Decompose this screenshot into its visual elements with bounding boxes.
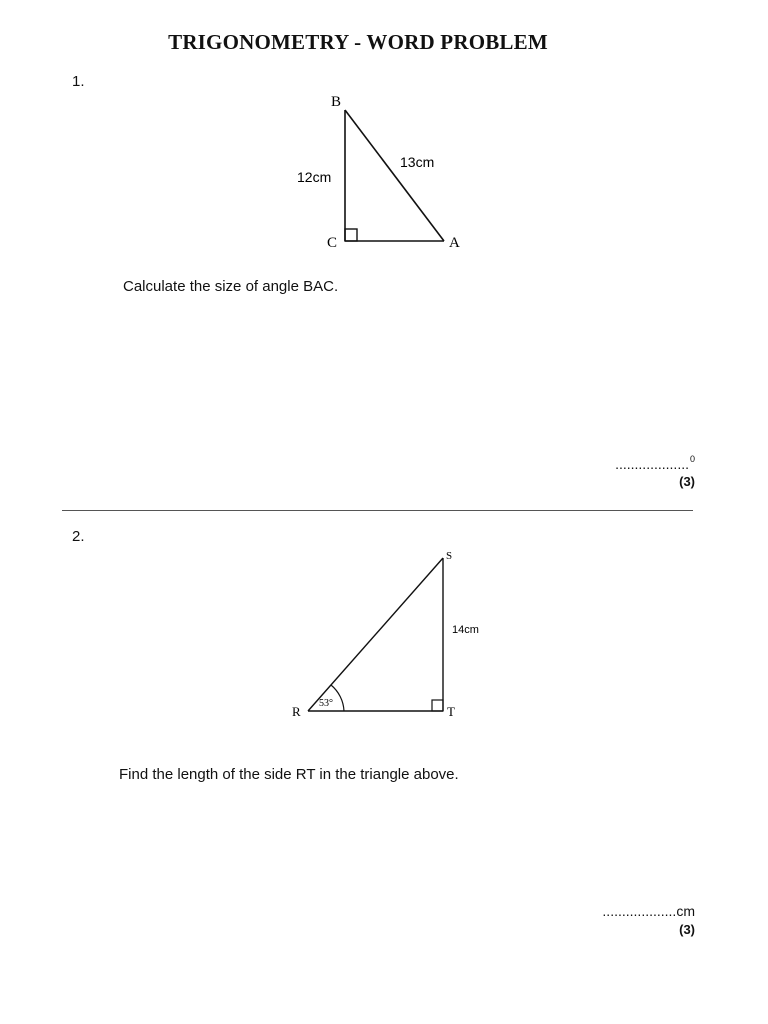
question-2-text: Find the length of the side RT in the triangle above.: [119, 766, 459, 783]
degree-unit: 0: [689, 454, 695, 464]
vertex-r-label: R: [292, 704, 301, 719]
question-1-marks: (3): [679, 474, 695, 489]
question-2-number: 2.: [72, 528, 85, 545]
answer-dots: ...................: [602, 903, 677, 919]
vertex-t-label: T: [447, 704, 455, 719]
question-1-answer-line[interactable]: [615, 454, 695, 472]
section-divider: [62, 510, 693, 511]
side-ab-label: 13cm: [400, 154, 435, 170]
angle-r-label: 53°: [319, 698, 333, 709]
right-angle-marker-c: [345, 229, 357, 241]
vertex-b-label: B: [331, 94, 342, 110]
vertex-s-label: S: [446, 550, 453, 562]
cm-unit: cm: [676, 903, 695, 919]
vertex-c-label: C: [327, 235, 338, 251]
page-title: TRIGONOMETRY - WORD PROBLEM: [168, 30, 548, 54]
side-st-label: 14cm: [452, 624, 479, 636]
side-bc-label: 12cm: [297, 169, 332, 185]
answer-dots: ...................: [615, 456, 689, 472]
side-rs-line: [308, 558, 443, 711]
side-ab-line: [345, 110, 444, 241]
question-2-answer-line[interactable]: [602, 903, 695, 919]
question-2-marks: (3): [679, 922, 695, 937]
question-1-number: 1.: [72, 73, 85, 90]
triangle-rst-diagram: [0, 520, 768, 740]
vertex-a-label: A: [449, 235, 460, 251]
right-angle-marker-t: [432, 700, 443, 711]
question-1-text: Calculate the size of angle BAC.: [123, 278, 339, 295]
